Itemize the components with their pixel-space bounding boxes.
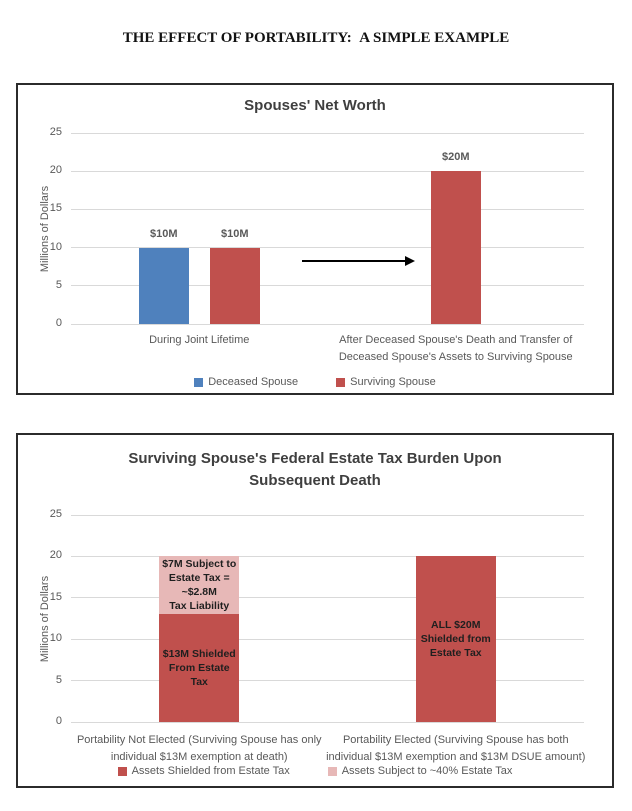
bar-segment-label-line: ALL $20M xyxy=(431,619,481,632)
legend-item xyxy=(118,765,290,777)
legend-label: Deceased Spouse xyxy=(208,376,299,388)
bar-deceased-spouse-blue-segment xyxy=(139,248,189,324)
bar-segment-label-line: Tax xyxy=(190,676,208,689)
chart-title xyxy=(18,95,612,117)
bar-portability-not-elected-red-segment xyxy=(159,614,239,722)
y-tick-label: 10 xyxy=(49,632,62,645)
legend-item xyxy=(194,376,298,388)
gridline xyxy=(71,133,584,134)
spouses-net-worth-chart xyxy=(16,83,614,395)
bar-segment-label-line: Shielded from xyxy=(420,633,491,646)
y-tick-label: 0 xyxy=(55,715,62,727)
gridline xyxy=(71,597,584,598)
chart-title-line: Subsequent Death xyxy=(249,472,381,489)
bar-portability-not-elected-pink-segment xyxy=(159,556,239,614)
plot-area xyxy=(71,133,584,324)
transfer-arrow xyxy=(302,260,406,262)
chart-title-line: Spouses' Net Worth xyxy=(244,97,386,114)
y-tick-label: 20 xyxy=(49,164,62,177)
legend-label: Assets Subject to ~40% Estate Tax xyxy=(341,765,513,777)
gridline xyxy=(71,639,584,640)
bar-segment-label-line: $7M Subject to xyxy=(162,558,237,571)
bar-value-label: $10M xyxy=(220,227,249,240)
y-tick-label: 25 xyxy=(49,508,62,520)
bar-segment-label-line: $13M Shielded xyxy=(162,648,236,661)
legend-item xyxy=(336,376,436,388)
legend-swatch xyxy=(194,378,203,387)
category-label-line: Deceased Spouse's Assets to Surviving Spouse xyxy=(338,351,573,363)
legend-swatch xyxy=(118,767,127,776)
bar-surviving-spouse-red-segment xyxy=(210,248,260,324)
bar-surviving-spouse-red-segment xyxy=(431,171,481,324)
category-label-line: During Joint Lifetime xyxy=(149,334,250,346)
category-label-line: After Deceased Spouse's Death and Transfer of xyxy=(339,334,573,346)
bar-segment-label-line: From Estate xyxy=(168,662,230,675)
y-tick-label: 15 xyxy=(49,202,62,215)
legend-swatch xyxy=(328,767,337,776)
category-label xyxy=(296,732,616,766)
legend xyxy=(18,765,612,777)
legend xyxy=(18,376,612,388)
y-axis-title: Millions of Dollars xyxy=(39,185,51,272)
estate-tax-burden-chart xyxy=(16,433,614,788)
y-tick-label: 15 xyxy=(49,590,62,603)
category-label-line: individual $13M exemption at death) xyxy=(110,751,288,763)
bar-portability-elected-red-segment xyxy=(416,556,496,722)
chart-title-line: Surviving Spouse's Federal Estate Tax Burden Upon xyxy=(128,450,502,467)
category-label xyxy=(286,332,626,366)
category-label-line: Portability Not Elected (Surviving Spouse has only xyxy=(76,734,322,746)
legend-label: Surviving Spouse xyxy=(350,376,436,388)
category-label-line: individual $13M exemption and $13M DSUE amount) xyxy=(326,751,586,763)
bar-value-label: $10M xyxy=(149,227,178,240)
transfer-arrow-head-icon xyxy=(405,256,415,266)
y-tick-label: 20 xyxy=(49,549,62,562)
chart-title xyxy=(18,448,612,492)
bar-segment-label-line: ~$2.8M xyxy=(181,586,217,599)
y-tick-label: 5 xyxy=(55,278,62,291)
bar-segment-label-line: Estate Tax = xyxy=(168,572,230,585)
plot-area xyxy=(71,515,584,722)
bar-segment-label-line: Estate Tax xyxy=(429,647,482,660)
y-tick-label: 5 xyxy=(55,673,62,686)
gridline xyxy=(71,209,584,210)
legend-item xyxy=(328,765,513,777)
y-tick-label: 25 xyxy=(49,126,62,138)
legend-swatch xyxy=(336,378,345,387)
legend-label: Assets Shielded from Estate Tax xyxy=(131,765,290,777)
gridline xyxy=(71,515,584,516)
category-label-line: Portability Elected (Surviving Spouse has both xyxy=(342,734,569,746)
document-title: THE EFFECT OF PORTABILITY: A SIMPLE EXAMPLE xyxy=(122,30,510,46)
gridline xyxy=(71,680,584,681)
gridline xyxy=(71,556,584,557)
y-tick-label: 10 xyxy=(49,240,62,253)
y-tick-label: 0 xyxy=(55,317,62,329)
y-axis-title: Millions of Dollars xyxy=(39,575,51,662)
bar-value-label: $20M xyxy=(441,151,470,164)
gridline xyxy=(71,171,584,172)
gridline xyxy=(71,722,584,723)
bar-segment-label-line: Tax Liability xyxy=(169,600,230,613)
